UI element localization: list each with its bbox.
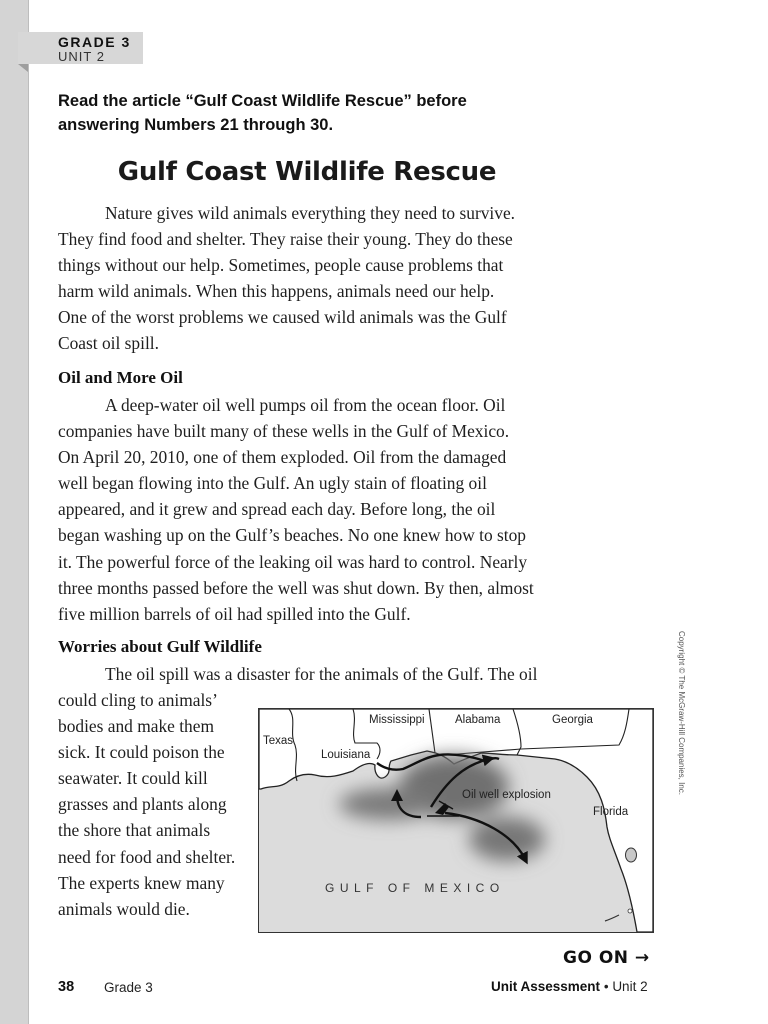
label-florida: Florida <box>593 806 629 818</box>
page-number: 38 <box>58 979 75 995</box>
intro-paragraph <box>58 200 515 357</box>
label-alabama: Alabama <box>455 714 501 726</box>
tab-fold-shadow <box>18 64 28 72</box>
grade-unit-tab <box>18 32 143 64</box>
text-line: Nature gives wild animals everything they need to survive. <box>105 203 516 223</box>
gulf-oil-spill-map <box>258 708 654 933</box>
text-line: need for food and shelter. <box>58 846 236 867</box>
page-spine <box>0 0 28 1024</box>
text-line: The experts knew many <box>58 872 225 893</box>
section-heading-oil: Oil and More Oil <box>58 368 183 387</box>
text-line: appeared, and it grew and spread each day. Before long, the oil <box>58 499 496 520</box>
text-line: began washing up on the Gulf’s beaches. No one knew how to stop <box>58 525 527 546</box>
text-line: three months passed before the well was shut down. By then, almost <box>58 577 534 598</box>
label-georgia: Georgia <box>552 714 593 726</box>
map-drawing <box>259 709 653 932</box>
section-heading-wildlife: Worries about Gulf Wildlife <box>58 637 262 656</box>
wildlife-paragraph <box>58 687 235 922</box>
label-texas: Texas <box>263 735 294 747</box>
text-line: companies have built many of these wells in the Gulf of Mexico. <box>58 421 510 442</box>
label-mississippi: Mississippi <box>369 714 425 726</box>
wildlife-paragraph-first-line <box>58 661 537 687</box>
text-line: On April 20, 2010, one of them exploded. Oil from the damaged <box>58 447 507 468</box>
footer-assessment <box>491 979 648 994</box>
land-mass <box>259 709 653 932</box>
label-gulf-of-mexico: GULF OF MEXICO <box>325 881 505 895</box>
text-line: it. The powerful force of the leaking oil was hard to control. Nearly <box>58 551 528 572</box>
spine-divider <box>28 0 29 1024</box>
text-line: the shore that animals <box>58 820 211 841</box>
florida-key-island <box>628 909 632 913</box>
text-line: Coast oil spill. <box>58 333 159 354</box>
label-louisiana: Louisiana <box>321 749 371 761</box>
unit-label: UNIT 2 <box>58 49 105 64</box>
footer-unit: Unit 2 <box>612 979 648 994</box>
text-line: The oil spill was a disaster for the animals of the Gulf. The oil <box>105 664 538 684</box>
text-line: A deep-water oil well pumps oil from the ocean floor. Oil <box>105 395 506 415</box>
instructions: Read the article “Gulf Coast Wildlife Rescue” before answering Numbers 21 through 30. <box>58 92 467 134</box>
article-title: Gulf Coast Wildlife Rescue <box>117 157 497 187</box>
text-line: things without our help. Sometimes, people cause problems that <box>58 255 504 276</box>
grade-label: GRADE 3 <box>58 34 131 50</box>
go-on-indicator: GO ON → <box>563 948 650 968</box>
text-line: grasses and plants along <box>58 794 227 815</box>
florida-keys <box>605 915 619 921</box>
copyright-notice: Copyright © The McGraw-Hill Companies, Inc. <box>677 631 686 796</box>
oil-paragraph <box>58 392 534 627</box>
text-line: animals would die. <box>58 898 190 919</box>
lake-okeechobee <box>626 848 637 862</box>
text-line: sick. It could poison the <box>58 742 225 763</box>
text-line: One of the worst problems we caused wild animals was the Gulf <box>58 307 507 328</box>
assessment-label: Unit Assessment <box>491 979 601 994</box>
text-line: harm wild animals. When this happens, animals need our help. <box>58 281 495 302</box>
footer-grade: Grade 3 <box>104 980 153 995</box>
text-line: bodies and make them <box>58 716 214 737</box>
footer-bullet: • <box>603 979 609 994</box>
text-line: five million barrels of oil had spilled into the Gulf. <box>58 603 411 624</box>
text-line: seawater. It could kill <box>58 768 208 789</box>
text-line: could cling to animals’ <box>58 690 218 710</box>
text-line: well began flowing into the Gulf. An ugly stain of floating oil <box>58 473 487 494</box>
label-oil-well-explosion: Oil well explosion <box>462 789 551 801</box>
text-line: They find food and shelter. They raise their young. They do these <box>58 229 513 250</box>
